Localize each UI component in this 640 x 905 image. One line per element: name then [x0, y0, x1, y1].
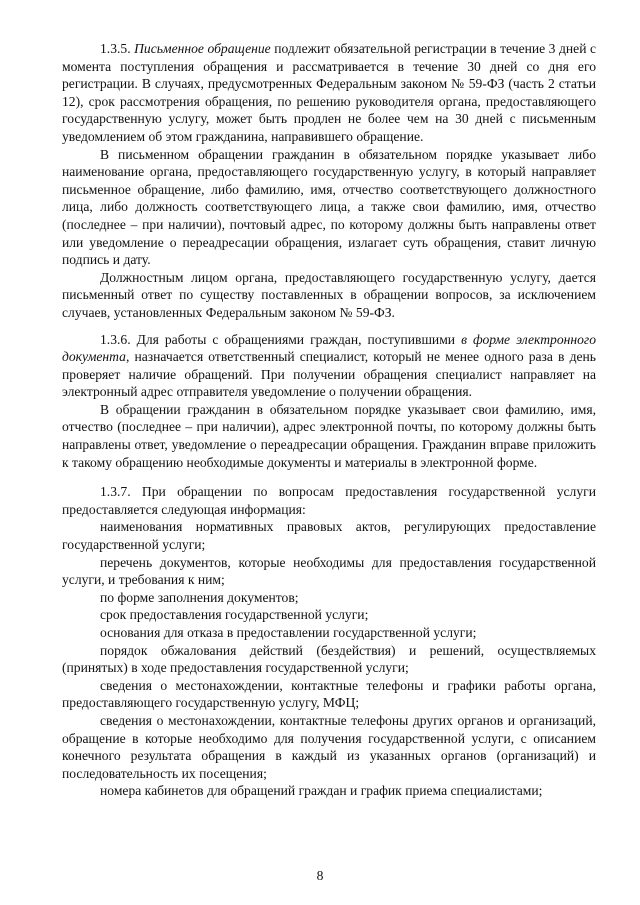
page-number: 8 [316, 868, 324, 883]
list-item: порядок обжалования действий (бездействия) и решений, осуществляемых (принятых) в ходе предоставления государственной услуги; [62, 642, 596, 676]
paragraph-electronic-content: В обращении гражданин в обязательном порядке указывает свои фамилию, имя, отчество (последнее – при наличии), адрес электронной почты, по которому должны быть направлены ответ, уведомление о переадресации обращения. Гражданин вправе приложить к такому обращению необходимые документы и материалы в электронной форме. [62, 401, 596, 470]
clause-text-pre: 1.3.6. Для работы с обращениями граждан, поступившими [100, 331, 462, 347]
clause-text: , назначается ответственный специалист, который не менее одного раза в день проверяет наличие обращений. При получении обращения специалист направляет на электронный адрес отправителя уведомление о получении обращения. [62, 349, 596, 400]
list-item: наименования нормативных правовых актов, регулирующих предоставление государственной услуги; [62, 519, 596, 553]
paragraph-1-3-6 [62, 331, 596, 401]
list-item: сведения о местонахождении, контактные телефоны других органов и организаций, обращение в которые необходимо для получения государственной услуги, с описанием конечного результата обращения в каждый из указанных органов (организаций) и последовательность их посещения; [62, 712, 596, 781]
clause-text: подлежит обязательной регистрации в течение 3 дней с момента поступления обращения и рассматривается в течение 30 дней со дня его регистрации. В случаях, предусмотренных Федеральным законом № 59-ФЗ (часть 2 статьи 12), срок рассмотрения обращения, по решению руководителя органа, предоставляющего государственную услугу, может быть продлен не более чем на 30 дней с письменным уведомлением об этом гражданина, направившего обращение. [62, 41, 597, 144]
list-item: перечень документов, которые необходимы для предоставления государственной услуги, и требования к ним; [62, 554, 596, 588]
paragraph-1-3-5 [62, 40, 596, 146]
list-item: по форме заполнения документов; [100, 589, 299, 605]
document-page [62, 40, 596, 800]
list-item: сведения о местонахождении, контактные телефоны и графики работы органа, предоставляющего государственную услугу, МФЦ; [62, 677, 596, 711]
term-electronic-document: в форме электронного документа [62, 331, 596, 365]
clause-number: 1.3.5. [100, 41, 135, 56]
paragraph-1-3-7-intro: 1.3.7. При обращении по вопросам предоставления государственной услуги предоставляется следующая информация: [62, 484, 596, 517]
paragraph-written-answer: Должностным лицом органа, предоставляющего государственную услугу, дается письменный ответ по существу поставленных в обращении вопросов, за исключением случаев, установленных Федеральным законом № 59-ФЗ. [62, 269, 596, 320]
term-written-appeal: Письменное обращение [134, 41, 271, 56]
list-item: срок предоставления государственной услуги; [100, 607, 369, 623]
paragraph-written-content: В письменном обращении гражданин в обязательном порядке указывает либо наименование органа, предоставляющего государственную услугу, в который направляет письменное обращение, либо фамилию, имя, отчество соответствующего должностного лица, либо должность соответствующего лица, а также свои фамилию, имя, отчество (последнее – при наличии), почтовый адрес, по которому должны быть направлены ответ или уведомление о переадресации обращения, излагает суть обращения, ставит личную подпись и дату. [62, 146, 596, 268]
list-item: номера кабинетов для обращений граждан и график приема специалистами; [100, 783, 543, 799]
list-item: основания для отказа в предоставлении государственной услуги; [100, 625, 477, 640]
